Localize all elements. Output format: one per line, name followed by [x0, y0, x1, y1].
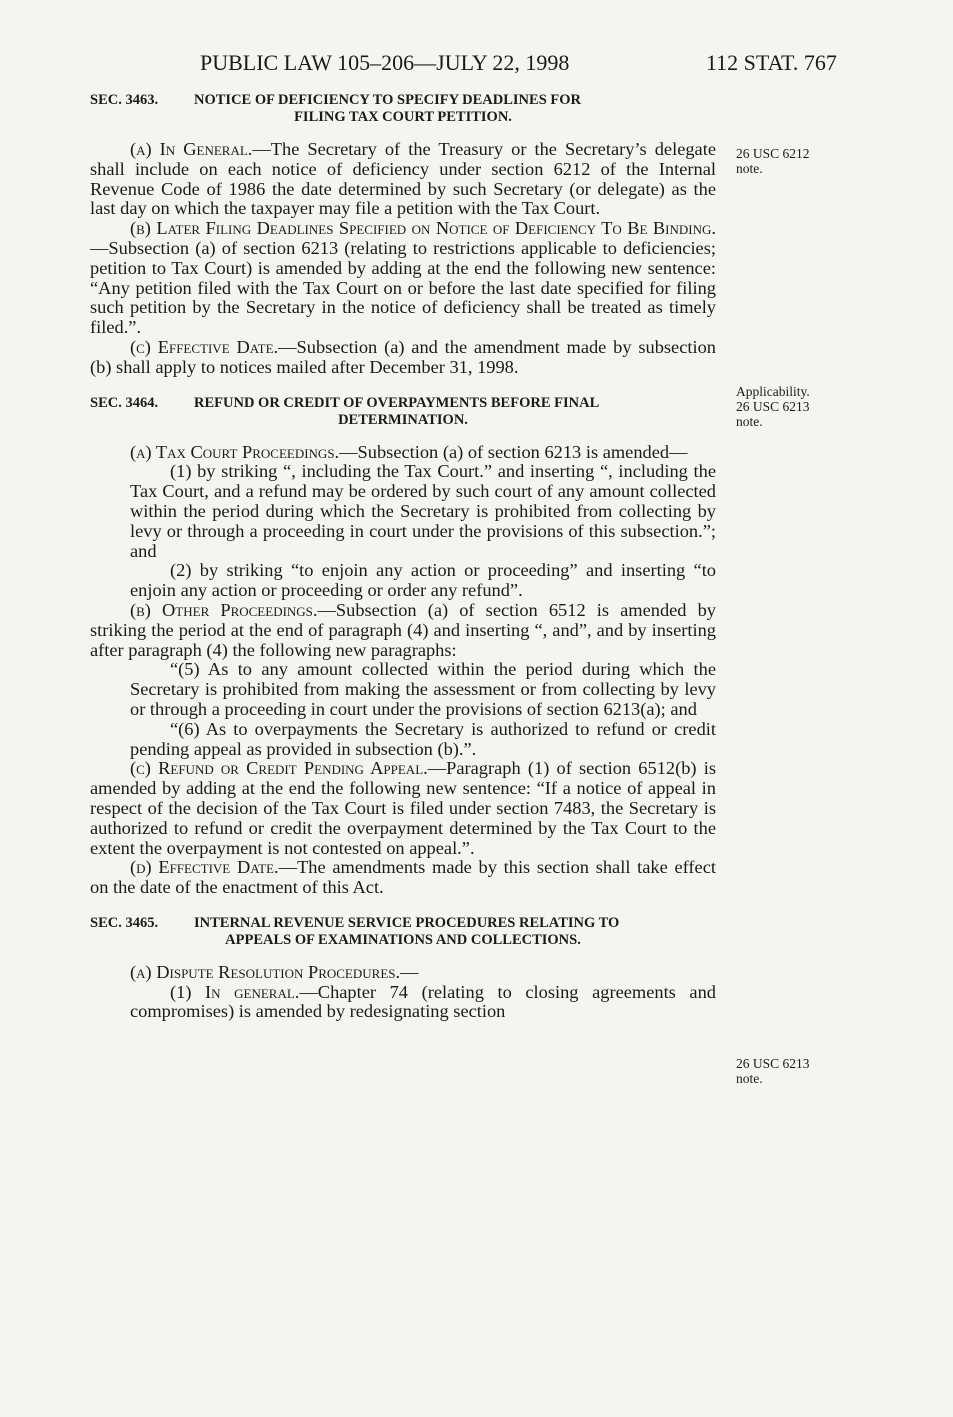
- margin-note-applicability: [736, 384, 846, 429]
- subsection-text: —: [400, 961, 419, 982]
- sec3464-inserted-paragraph-6: “(6) As to overpayments the Secretary is authorized to refund or credit pending appeal as provided in subsection (b).”.: [130, 718, 716, 759]
- section-3465-heading: [90, 915, 716, 949]
- subsection-text: —Subsection (a) of section 6213 (relating to restrictions applicable to deficiencies; petition to Tax Court) is amended by adding at the end the following new sentence: “Any petition filed with the Tax Court on or before the last date specified for filing such petition by the Secretary in the notice of deficiency shall be treated as timely filed.”.: [90, 237, 716, 338]
- sec3464-subsection-a: [90, 443, 716, 463]
- section-title-line2: DETERMINATION.: [338, 411, 468, 428]
- document-body: [90, 92, 716, 1022]
- subsection-text: —The Secretary of the Treasury or the Secretary’s delegate shall include on each notice of deficiency under section 6212 of the Internal Revenue Code of 1986 the date determined by such Secretary (or delegate) as the last day on which the taxpayer may file a petition with the Tax Court.: [90, 139, 716, 219]
- subsection-heading: (b) Later Filing Deadlines Specified on Notice of Deficiency To Be Binding.: [130, 218, 716, 239]
- running-title: PUBLIC LAW 105–206—JULY 22, 1998: [200, 50, 570, 75]
- sec3465-subsection-a: [90, 963, 716, 983]
- margin-note-line: 26 USC 6213: [736, 399, 810, 414]
- margin-note-line: note.: [736, 161, 763, 176]
- subsection-heading: (a) Dispute Resolution Procedures.: [130, 961, 401, 982]
- subsection-heading: (d) Effective Date.: [130, 857, 279, 878]
- sec3463-subsection-c: [90, 338, 716, 378]
- subsection-heading: (a) Tax Court Proceedings.: [130, 441, 340, 462]
- sec3464-subsection-b: [90, 601, 716, 660]
- subsection-heading: (a) In General.: [130, 139, 253, 159]
- subsection-text: —Paragraph (1) of section 6512(b) is amended by adding at the end the following new sentence: “If a notice of appeal in respect of the decision of the Tax Court is filed under section 7483, the Secretary is authorized to refund or credit the overpayment determined by the Tax Court to the extent the overpayment is not contested on appeal.”.: [90, 758, 716, 858]
- section-number: SEC. 3465.: [90, 914, 159, 931]
- page-header: [0, 50, 953, 80]
- section-title-line2: APPEALS OF EXAMINATIONS AND COLLECTIONS.: [225, 931, 581, 948]
- sec3465-paragraph-1: [90, 983, 716, 1023]
- subsection-heading: (b) Other Proceedings.: [130, 599, 318, 620]
- sec3463-subsection-b: [90, 219, 716, 338]
- section-number: SEC. 3463.: [90, 92, 159, 108]
- margin-note-line: 26 USC 6213: [736, 1056, 810, 1071]
- margin-note-line: note.: [736, 414, 763, 429]
- subsection-text: —Subsection (a) and the amendment made by subsection (b) shall apply to notices mailed after December 31, 1998.: [90, 336, 716, 377]
- subsection-heading: (c) Refund or Credit Pending Appeal.: [130, 758, 428, 779]
- sec3464-subsection-c: [90, 759, 716, 858]
- section-3464-heading: [90, 395, 716, 429]
- sec3464-paragraph-1: (1) by striking “, including the Tax Court.” and inserting “, including the Tax Court, and a refund may be ordered by such court of any amount collected within the period during which the Secretary is prohibited from collecting by levy or through a proceeding in court under the provisions of this subsection.”; and: [130, 461, 716, 561]
- section-title-line1: INTERNAL REVENUE SERVICE PROCEDURES RELATING TO: [194, 914, 620, 931]
- margin-note-26usc6212: [736, 146, 846, 176]
- section-title-line2: FILING TAX COURT PETITION.: [294, 109, 512, 125]
- stat-page-number: 112 STAT. 767: [706, 50, 837, 75]
- section-3463-heading: [90, 92, 716, 126]
- sec3464-inserted-paragraph-5: “(5) As to any amount collected within the period during which the Secretary is prohibited from making the assessment or from collecting by levy or through a proceeding in court under the provisions of section 6213(a); and: [130, 659, 716, 719]
- sec3464-paragraph-2: (2) by striking “to enjoin any action or proceeding” and inserting “to enjoin any action or proceeding or order any refund”.: [130, 560, 716, 601]
- subsection-text: —Subsection (a) of section 6512 is amended by striking the period at the end of paragraph (4) and inserting “, and”, and by inserting after paragraph (4) the following new paragraphs:: [90, 599, 716, 660]
- paragraph-text: —Chapter 74 (relating to closing agreements and compromises) is amended by redesignating section: [130, 981, 716, 1022]
- margin-note-line: 26 USC 6212: [736, 146, 810, 161]
- sec3463-subsection-a: [90, 140, 716, 219]
- subsection-heading: (c) Effective Date.: [130, 336, 279, 357]
- margin-note-line: Applicability.: [736, 384, 810, 399]
- margin-note-26usc6213: [736, 1056, 846, 1086]
- section-title-line1: NOTICE OF DEFICIENCY TO SPECIFY DEADLINES FOR: [194, 92, 581, 108]
- subsection-text: —Subsection (a) of section 6213 is amended—: [339, 441, 688, 462]
- margin-note-line: note.: [736, 1071, 763, 1086]
- section-title-line1: REFUND OR CREDIT OF OVERPAYMENTS BEFORE FINAL: [194, 394, 600, 411]
- paragraph-heading: (1) In general.: [170, 981, 300, 1002]
- subsection-text: —The amendments made by this section shall take effect on the date of the enactment of this Act.: [90, 857, 716, 898]
- sec3464-subsection-d: [90, 858, 716, 898]
- section-number: SEC. 3464.: [90, 394, 159, 411]
